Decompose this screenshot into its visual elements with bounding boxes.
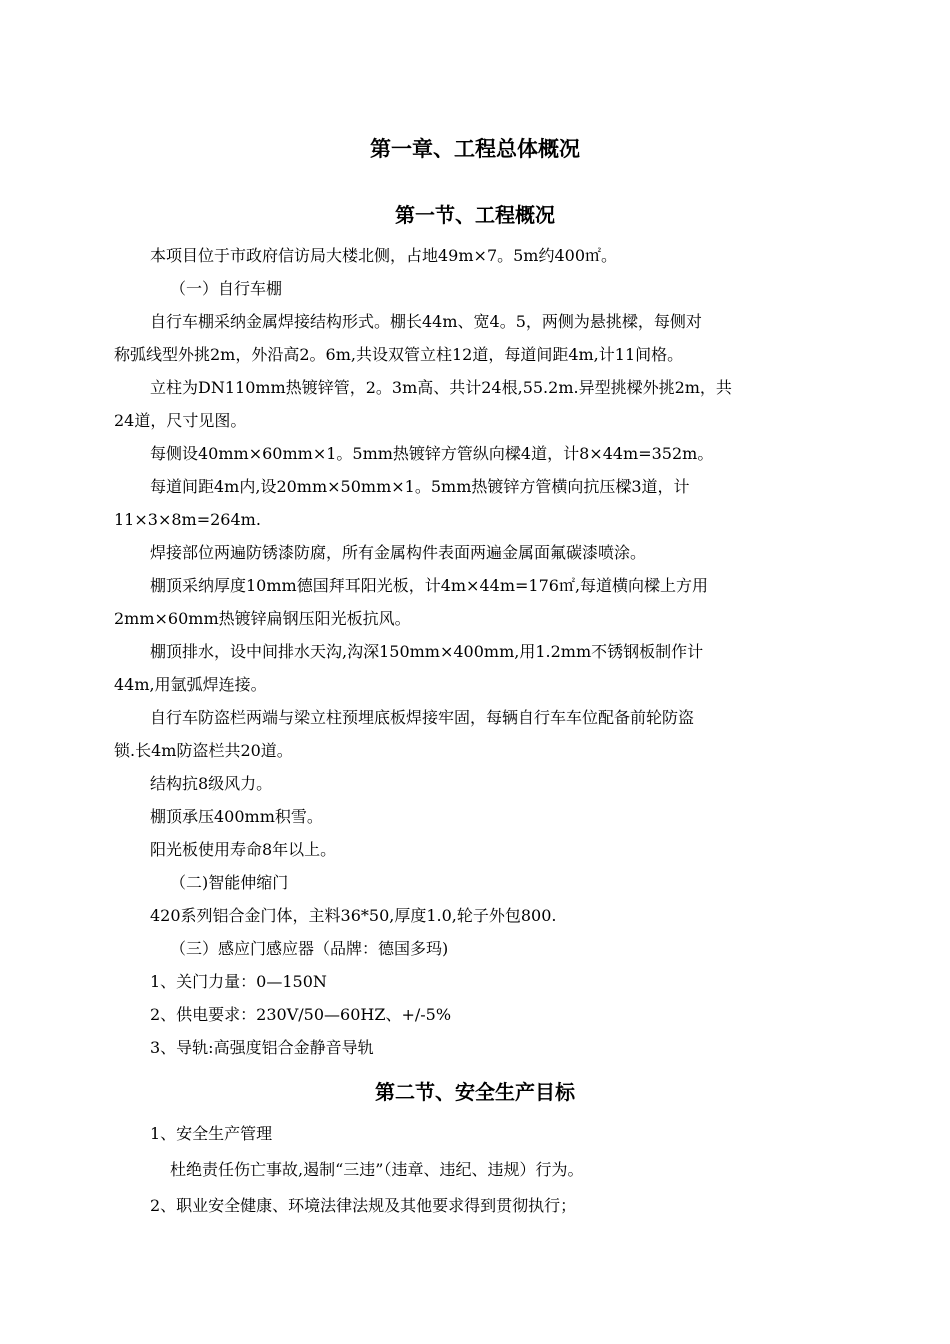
paragraph-line: 自行车棚采纳金属焊接结构形式。棚长44m、宽4。5，两侧为悬挑樑，每侧对 <box>150 312 702 331</box>
list-item: 2、职业安全健康、环境法律法规及其他要求得到贯彻执行； <box>150 1196 577 1215</box>
paragraph-line: 2mm×60mm热镀锌扁钢压阳光板抗风。 <box>114 609 411 628</box>
paragraph-line: 焊接部位两遍防锈漆防腐，所有金属构件表面两遍金属面氟碳漆喷涂。 <box>150 543 647 562</box>
paragraph-line: 420系列铝合金门体，主料36*50,厚度1.0,轮子外包800. <box>150 906 557 925</box>
paragraph-line: 结构抗8级风力。 <box>150 774 273 793</box>
list-item: 2、供电要求：230V/50—60HZ、+/-5% <box>150 1005 452 1024</box>
section-title: 第一节、工程概况 <box>395 203 555 227</box>
paragraph-line: 44m,用氩弧焊连接。 <box>114 675 267 694</box>
list-item: 1、安全生产管理 <box>150 1124 273 1143</box>
section-title: 第二节、安全生产目标 <box>375 1080 575 1104</box>
list-item: 1、关门力量：0—150N <box>150 972 327 991</box>
paragraph-line: 棚顶排水，设中间排水天沟,沟深150mm×400mm,用1.2mm不锈钢板制作计 <box>150 642 704 661</box>
subheading: （二)智能伸缩门 <box>170 873 289 892</box>
paragraph-line: 本项目位于市政府信访局大楼北侧，占地49m×7。5m约400㎡。 <box>150 246 618 265</box>
paragraph-line: 锁.长4m防盗栏共20道。 <box>114 741 293 760</box>
paragraph-line: 每道间距4m内,设20mm×50mm×1。5mm热镀锌方管横向抗压樑3道，计 <box>150 477 690 496</box>
paragraph-line: 称弧线型外挑2m，外沿高2。6m,共设双管立柱12道，每道间距4m,计11间格。 <box>114 345 684 364</box>
paragraph-line: 每侧设40mm×60mm×1。5mm热镀锌方管纵向樑4道，计8×44m=352m。 <box>150 444 714 463</box>
list-item: 3、导轨:高强度铝合金静音导轨 <box>150 1038 374 1057</box>
chapter-title: 第一章、工程总体概况 <box>370 137 580 161</box>
paragraph-line: 棚顶承压400mm积雪。 <box>150 807 323 826</box>
paragraph-line: 11×3×8m=264m. <box>114 510 261 529</box>
subheading: （三）感应门感应器（品牌：德国多玛) <box>170 939 449 958</box>
paragraph-line: 立柱为DN110mm热镀锌管，2。3m高、共计24根,55.2m.异型挑樑外挑2m，共 <box>150 378 732 397</box>
paragraph-line: 棚顶采纳厚度10mm德国拜耳阳光板，计4m×44m=176㎡,每道横向樑上方用 <box>150 576 709 595</box>
paragraph-line: 24道，尺寸见图。 <box>114 411 247 430</box>
paragraph-line: 阳光板使用寿命8年以上。 <box>150 840 337 859</box>
paragraph-line: 杜绝责任伤亡事故,遏制“三违”（违章、违纪、违规）行为。 <box>170 1160 584 1179</box>
paragraph-line: 自行车防盗栏两端与梁立柱预埋底板焊接牢固，每辆自行车车位配备前轮防盗 <box>150 708 695 727</box>
subheading: （一）自行车棚 <box>170 279 283 298</box>
